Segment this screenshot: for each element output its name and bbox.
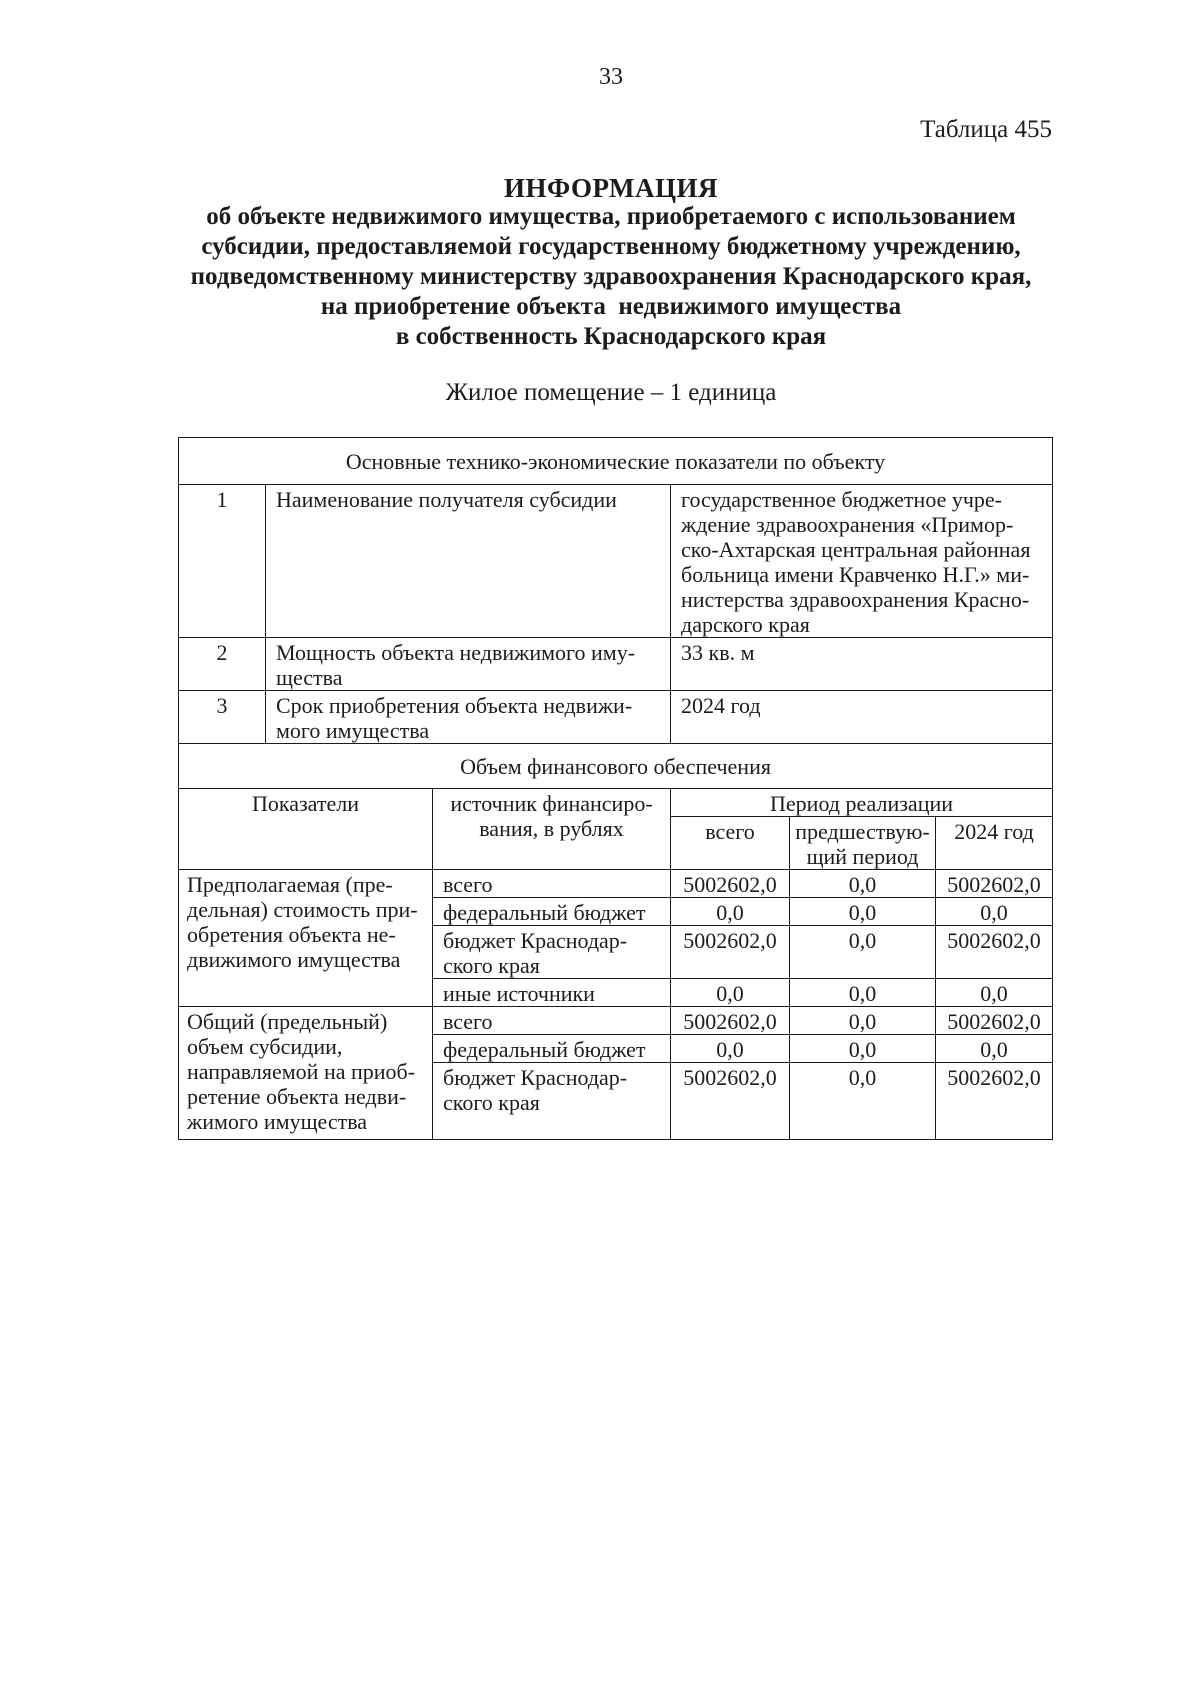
source-cell: бюджет Краснодар- ского края xyxy=(433,926,671,979)
header-previous: предшествую- щий период xyxy=(790,817,936,870)
row-number: 3 xyxy=(179,691,266,744)
source-cell: всего xyxy=(433,1007,671,1035)
total-cell: 0,0 xyxy=(671,898,790,926)
table-label: Таблица 455 xyxy=(920,116,1052,143)
source-cell: федеральный бюджет xyxy=(433,1035,671,1063)
previous-cell: 0,0 xyxy=(790,870,936,898)
previous-cell: 0,0 xyxy=(790,1007,936,1035)
table-row xyxy=(179,1007,1053,1035)
year-cell: 0,0 xyxy=(936,898,1053,926)
table-row xyxy=(179,870,1053,898)
page-number: 33 xyxy=(599,64,623,90)
document-heading: ИНФОРМАЦИЯ xyxy=(504,173,718,203)
previous-cell: 0,0 xyxy=(790,926,936,979)
previous-cell: 0,0 xyxy=(790,979,936,1007)
row-number: 1 xyxy=(179,485,266,638)
indicator-value: 33 кв. м xyxy=(671,638,1053,691)
header-indicator: Показатели xyxy=(179,789,433,870)
header-source: источник финансиро- вания, в рублях xyxy=(433,789,671,870)
previous-cell: 0,0 xyxy=(790,898,936,926)
row-number: 2 xyxy=(179,638,266,691)
table-row xyxy=(179,485,1053,638)
group-label: Общий (предельный) объем субсидии, направляемой на приоб- ретение объекта недви- жимого имущества xyxy=(179,1007,433,1140)
indicators-section-row xyxy=(179,438,1053,485)
table-row xyxy=(179,638,1053,691)
total-cell: 5002602,0 xyxy=(671,926,790,979)
total-cell: 0,0 xyxy=(671,979,790,1007)
source-cell: бюджет Краснодар- ского края xyxy=(433,1063,671,1140)
indicator-value: государственное бюджетное учре- ждение здравоохранения «Примор- ско-Ахтарская центральная районная больница имени Кравченко Н.Г.» ми- нистерства здравоохранения Красно- дарского края xyxy=(671,485,1053,638)
group-label: Предполагаемая (пре- дельная) стоимость при- обретения объекта не- движимого имущества xyxy=(179,870,433,1007)
total-cell: 5002602,0 xyxy=(671,870,790,898)
header-year: 2024 год xyxy=(936,817,1053,870)
info-table-body xyxy=(179,438,1053,1140)
indicators-section-title: Основные технико-экономические показатели по объекту xyxy=(179,438,1053,485)
header-total: всего xyxy=(671,817,790,870)
source-cell: иные источники xyxy=(433,979,671,1007)
year-cell: 0,0 xyxy=(936,1035,1053,1063)
indicator-label: Наименование получателя субсидии xyxy=(266,485,671,638)
financing-header-row xyxy=(179,789,1053,817)
total-cell: 5002602,0 xyxy=(671,1063,790,1140)
info-table xyxy=(178,437,1053,1140)
financing-section-row xyxy=(179,744,1053,789)
object-description: Жилое помещение – 1 единица xyxy=(445,379,777,406)
previous-cell: 0,0 xyxy=(790,1035,936,1063)
previous-cell: 0,0 xyxy=(790,1063,936,1140)
header-period: Период реализации xyxy=(671,789,1053,817)
financing-section-title: Объем финансового обеспечения xyxy=(179,744,1053,789)
year-cell: 5002602,0 xyxy=(936,1063,1053,1140)
year-cell: 5002602,0 xyxy=(936,926,1053,979)
document-subheading: об объекте недвижимого имущества, приобретаемого с использованием субсидии, предоставляемой государственному бюджетному учреждению, подведомственному министерству здравоохранения Краснодарского края, на приобретение объекта недвижимого имущества в собственность Краснодарского края xyxy=(190,203,1032,350)
indicator-value: 2024 год xyxy=(671,691,1053,744)
source-cell: федеральный бюджет xyxy=(433,898,671,926)
table-row xyxy=(179,691,1053,744)
indicator-label: Мощность объекта недвижимого иму- щества xyxy=(266,638,671,691)
year-cell: 5002602,0 xyxy=(936,870,1053,898)
total-cell: 5002602,0 xyxy=(671,1007,790,1035)
year-cell: 5002602,0 xyxy=(936,1007,1053,1035)
year-cell: 0,0 xyxy=(936,979,1053,1007)
source-cell: всего xyxy=(433,870,671,898)
indicator-label: Срок приобретения объекта недвижи- мого имущества xyxy=(266,691,671,744)
total-cell: 0,0 xyxy=(671,1035,790,1063)
